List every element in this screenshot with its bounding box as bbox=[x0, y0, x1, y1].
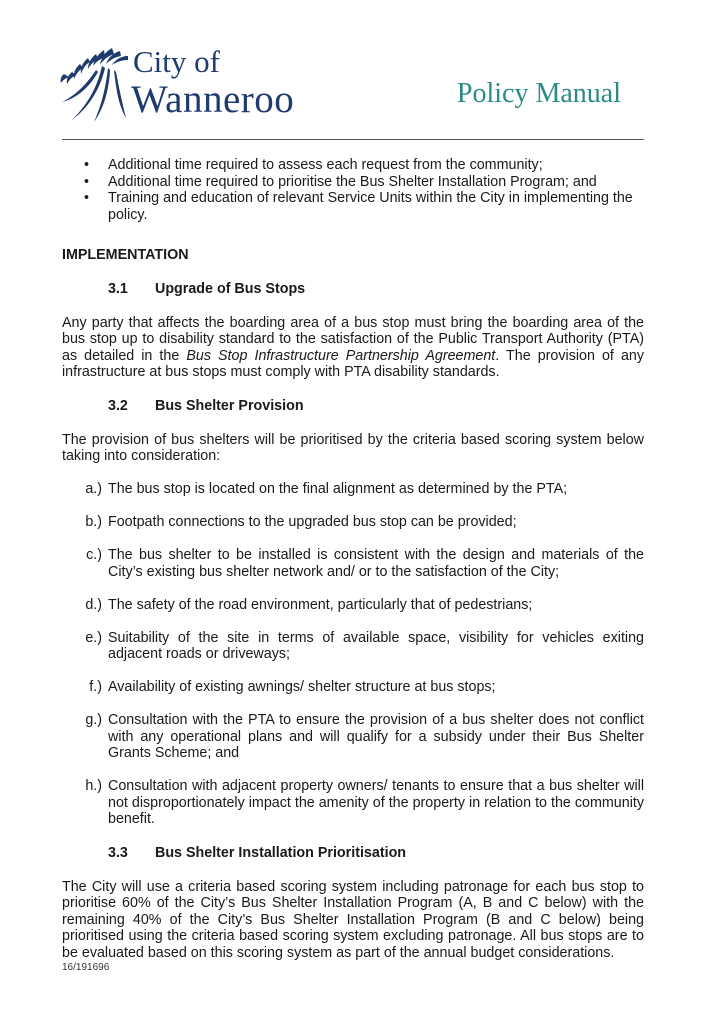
agreement-title-italic: Bus Stop Infrastructure Partnership Agreement bbox=[186, 347, 496, 364]
bullet-list bbox=[62, 157, 644, 223]
header-divider bbox=[62, 139, 644, 140]
criteria-label: a.) bbox=[85, 481, 102, 497]
criteria-label: g.) bbox=[85, 712, 102, 728]
page-header bbox=[0, 0, 705, 140]
bullet-symbol: • bbox=[84, 190, 90, 206]
logo-text-city-of: City of bbox=[133, 44, 220, 79]
criteria-item bbox=[62, 514, 644, 531]
section-title: Bus Shelter Provision bbox=[155, 397, 304, 414]
section-3-3-paragraph: The City will use a criteria based scoring system including patronage for each bus stop to prioritise 60% of the City’s Bus Shelter Installation Program (A, B and C below) with the remaining 40% of the City’s Bus Shelter Installation Program (B and C below) being prioritised using the criteria based scoring system excluding patronage. All bus stops are to be evaluated based on this scoring system as part of the annual budget considerations. bbox=[62, 878, 644, 961]
paragraph-text: Any party that affects the boarding area of a bus stop must bring the boarding area of the bus stop up to disability standard to the satisfaction of the Public Transport Authority (PTA) as detailed in the bbox=[62, 314, 644, 364]
wanneroo-logo-icon bbox=[58, 44, 136, 124]
document-reference: 16/191696 bbox=[62, 962, 110, 973]
policy-manual-title: Policy Manual bbox=[456, 78, 621, 109]
criteria-text: Availability of existing awnings/ shelter structure at bus stops; bbox=[108, 679, 496, 695]
criteria-label: h.) bbox=[85, 778, 102, 794]
bullet-symbol: • bbox=[84, 173, 90, 190]
criteria-label: c.) bbox=[86, 547, 102, 563]
logo-text-wanneroo: Wanneroo bbox=[131, 78, 295, 121]
section-title: Bus Shelter Installation Prioritisation bbox=[155, 844, 407, 861]
bullet-text: Additional time required to prioritise the Bus Shelter Installation Program; and bbox=[108, 173, 597, 190]
criteria-text: The bus shelter to be installed is consistent with the design and materials of the City’s existing bus shelter network and/ or to the satisfaction of the City; bbox=[108, 547, 644, 580]
criteria-text: The safety of the road environment, particularly that of pedestrians; bbox=[108, 596, 533, 613]
criteria-text: Consultation with the PTA to ensure the provision of a bus shelter does not conflict with any operational plans and will qualify for a subsidy under their Bus Shelter Grants Scheme; and bbox=[108, 712, 644, 761]
criteria-item bbox=[62, 679, 644, 696]
criteria-text: Consultation with adjacent property owners/ tenants to ensure that a bus shelter will not disproportionately impact the amenity of the property in relation to the community benefit. bbox=[108, 778, 644, 827]
criteria-item bbox=[62, 481, 644, 498]
section-3-1-heading bbox=[62, 281, 644, 298]
criteria-item bbox=[62, 778, 644, 828]
criteria-label: d.) bbox=[85, 596, 102, 613]
bullet-text: Training and education of relevant Service Units within the City in implementing the policy. bbox=[108, 190, 633, 223]
criteria-label: e.) bbox=[85, 629, 102, 646]
bullet-item bbox=[62, 190, 644, 223]
criteria-item bbox=[62, 597, 644, 614]
criteria-list bbox=[62, 481, 644, 828]
section-number: 3.2 bbox=[108, 397, 128, 414]
section-3-2-intro: The provision of bus shelters will be prioritised by the criteria based scoring system below taking into consideration: bbox=[62, 431, 644, 464]
bullet-item bbox=[62, 174, 644, 191]
paragraph-text: . The provision of any infrastructure at bus stops must comply with PTA disability standards. bbox=[62, 347, 644, 380]
section-title: Upgrade of Bus Stops bbox=[155, 280, 306, 297]
section-3-2-heading bbox=[62, 398, 644, 415]
bullet-symbol: • bbox=[84, 157, 90, 173]
criteria-label: b.) bbox=[85, 514, 102, 530]
criteria-label: f.) bbox=[89, 679, 102, 695]
section-3-1-paragraph bbox=[62, 315, 644, 381]
criteria-text: Footpath connections to the upgraded bus stop can be provided; bbox=[108, 514, 517, 530]
bullet-text: Additional time required to assess each request from the community; bbox=[108, 157, 543, 173]
criteria-item bbox=[62, 547, 644, 580]
criteria-item bbox=[62, 630, 644, 663]
bullet-item bbox=[62, 157, 644, 174]
criteria-item bbox=[62, 712, 644, 762]
section-number: 3.3 bbox=[108, 844, 128, 861]
criteria-text: The bus stop is located on the final alignment as determined by the PTA; bbox=[108, 481, 568, 497]
section-number: 3.1 bbox=[108, 280, 128, 297]
implementation-heading: IMPLEMENTATION bbox=[62, 247, 189, 263]
criteria-text: Suitability of the site in terms of available space, visibility for vehicles exiting adjacent roads or driveways; bbox=[108, 629, 644, 662]
document-body bbox=[62, 157, 644, 961]
section-3-3-heading bbox=[62, 845, 644, 862]
